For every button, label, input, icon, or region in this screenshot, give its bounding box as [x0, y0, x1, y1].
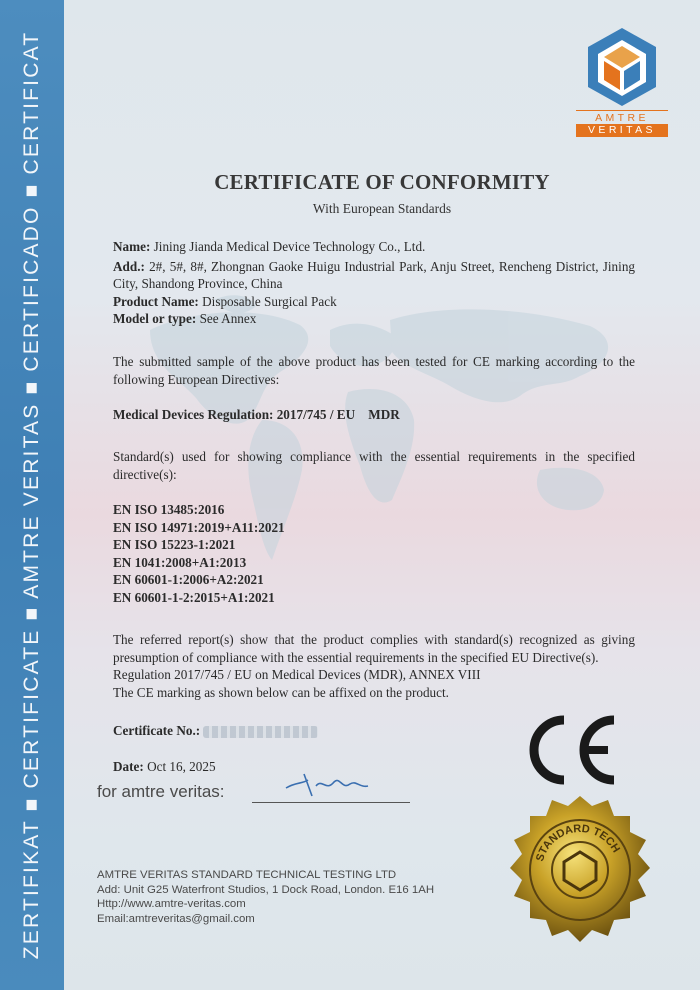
seal-text: STANDARD TECH — [534, 822, 622, 863]
model-label: Model or type: — [113, 311, 197, 326]
report-line-2: Regulation 2017/745 / EU on Medical Devices (MDR), ANNEX VIII — [113, 667, 481, 682]
certificate-subtitle: With European Standards — [312, 201, 452, 216]
name-label: Name: — [113, 239, 151, 254]
standard-item: EN ISO 13485:2016 — [113, 502, 225, 517]
signatory-label: for amtre veritas: — [97, 782, 225, 801]
footer-company: AMTRE VERITAS STANDARD TECHNICAL TESTING LTD — [97, 869, 397, 881]
logo-text-veritas: VERITAS — [576, 124, 668, 137]
name-value: Jining Jianda Medical Device Technology Co., Ltd. — [153, 239, 426, 254]
model-row — [113, 310, 635, 328]
standard-item: EN ISO 14971:2019+A11:2021 — [113, 519, 285, 535]
ce-mark-icon — [522, 712, 622, 788]
standard-item: EN 60601-1-2:2015+A1:2021 — [113, 589, 275, 605]
name-row — [113, 238, 635, 256]
standard-item: EN 60601-1:2006+A2:2021 — [113, 572, 264, 587]
amtre-veritas-logo-icon — [576, 26, 668, 110]
product-label: Product Name: — [113, 293, 199, 309]
address-value: 2#, 5#, 8#, Zhongnan Gaoke Huigu Industrial Park, Anju Street, Rencheng District, Jining City, Shandong Province, China — [113, 258, 636, 291]
vertical-banner — [0, 0, 64, 990]
certificate-number-label: Certificate No.: — [113, 723, 201, 738]
regulation-line: Medical Devices Regulation: 2017/745 / EU MDR — [113, 407, 400, 422]
footer-email[interactable]: Email:amtreveritas@gmail.com — [97, 912, 255, 925]
date-value: Oct 16, 2025 — [147, 759, 216, 774]
certificate-title: CERTIFICATE OF CONFORMITY — [214, 170, 550, 194]
certificate-number-redacted — [203, 726, 318, 738]
vertical-banner-text: ZERTIFIKAT ■ CERTIFICATE ■ AMTRE VERITAS ■ CERTIFICADO ■ CERTIFICAT — [20, 30, 43, 960]
intro-paragraph: The submitted sample of the above product has been tested for CE marking according to the following European Directives: — [113, 354, 635, 387]
holder-info — [113, 238, 635, 328]
report-line-3: The CE marking as shown below can be affixed on the product. — [113, 684, 449, 700]
product-value: Disposable Surgical Pack — [202, 293, 337, 309]
signature-line — [252, 802, 410, 803]
standards-list — [113, 501, 635, 606]
logo-text-amtre: AMTRE — [576, 110, 668, 125]
report-line-1: The referred report(s) show that the product complies with standard(s) recognized as giving presumption of compliance with the essential requirements in the specified EU Directive(s). — [113, 632, 635, 665]
standard-item: EN ISO 15223-1:2021 — [113, 537, 236, 552]
address-label: Add.: — [113, 258, 145, 274]
standard-item: EN 1041:2008+A1:2013 — [113, 554, 247, 570]
model-value: See Annex — [199, 311, 257, 326]
footer-address: Add: Unit G25 Waterfront Studios, 1 Dock Road, London. E16 1AH — [97, 883, 435, 896]
footer-website[interactable]: Http://www.amtre-veritas.com — [97, 898, 246, 910]
issuer-footer — [97, 868, 434, 926]
standards-intro: Standard(s) used for showing compliance with the essential requirements in the specified directive(s): — [113, 449, 635, 482]
address-row — [113, 258, 635, 293]
signature-icon — [282, 766, 392, 800]
report-paragraph — [113, 631, 635, 701]
gold-seal-icon — [500, 792, 660, 952]
date-label: Date: — [113, 759, 144, 774]
product-row — [113, 293, 635, 311]
